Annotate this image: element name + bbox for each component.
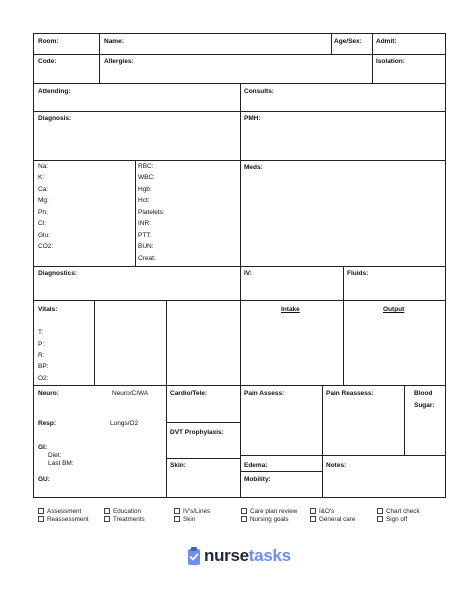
checkbox-ivs-lines[interactable] bbox=[174, 508, 180, 514]
divider bbox=[166, 458, 240, 459]
gu-label: GU: bbox=[38, 476, 50, 483]
room-label: Room: bbox=[38, 38, 59, 45]
vital-t: T: bbox=[38, 329, 44, 336]
admit-label: Admit: bbox=[376, 38, 397, 45]
isolation-label: Isolation: bbox=[376, 58, 405, 65]
divider bbox=[240, 455, 445, 456]
divider bbox=[94, 300, 95, 385]
lab-ptt: PTT: bbox=[138, 232, 152, 239]
vital-r: R: bbox=[38, 352, 45, 359]
checklist-label: I&O's bbox=[319, 508, 335, 515]
checkbox-sign-off[interactable] bbox=[377, 516, 383, 522]
divider bbox=[322, 385, 323, 498]
code-label: Code: bbox=[38, 58, 57, 65]
lab-hgb: Hgb: bbox=[138, 186, 152, 193]
checklist-label: General care bbox=[319, 516, 356, 523]
checkbox-chart-check[interactable] bbox=[377, 508, 383, 514]
output-label: Output bbox=[383, 306, 405, 313]
resp-label: Resp: bbox=[38, 420, 57, 427]
logo-wordmark bbox=[204, 546, 291, 566]
checkbox-education[interactable] bbox=[104, 508, 110, 514]
name-label: Name: bbox=[104, 38, 124, 45]
mobility-label: Mobility: bbox=[244, 476, 271, 483]
blood-label: Blood bbox=[414, 390, 433, 397]
divider bbox=[135, 160, 136, 266]
divider bbox=[166, 300, 167, 498]
lab-creat: Creat: bbox=[138, 255, 156, 262]
vital-o2: O2: bbox=[38, 375, 49, 382]
divider bbox=[404, 385, 405, 455]
checkbox-care-plan-review[interactable] bbox=[241, 508, 247, 514]
gi-label: GI: bbox=[38, 444, 48, 451]
diet-label: Diet: bbox=[48, 452, 62, 459]
divider bbox=[372, 34, 373, 83]
lungs-o2-label: Lungs/O2 bbox=[110, 420, 139, 427]
lab-inr: INR: bbox=[138, 220, 151, 227]
diagnostics-label: Diagnostics: bbox=[38, 270, 78, 277]
nursetasks-logo bbox=[187, 545, 291, 569]
checkbox-ios[interactable] bbox=[310, 508, 316, 514]
divider bbox=[343, 266, 344, 385]
divider bbox=[99, 54, 100, 83]
lab-ph: Ph: bbox=[38, 209, 48, 216]
checkbox-general-care[interactable] bbox=[310, 516, 316, 522]
vital-p: P: bbox=[38, 341, 45, 348]
checklist-label: Chart check bbox=[386, 508, 420, 515]
neuro-label: Neuro: bbox=[38, 390, 59, 397]
clipboard-check-icon bbox=[187, 546, 201, 566]
dvt-prophylaxis-label: DVT Prophylaxis: bbox=[170, 429, 224, 436]
divider bbox=[34, 54, 445, 55]
last-bm-label: Last BM: bbox=[48, 460, 74, 467]
lab-na: Na: bbox=[38, 163, 49, 170]
logo-text-tasks: tasks bbox=[248, 546, 291, 565]
checkbox-reassessment[interactable] bbox=[38, 516, 44, 522]
checkbox-nursing-goals[interactable] bbox=[241, 516, 247, 522]
logo-text-nurse: nurse bbox=[204, 546, 249, 565]
pain-assess-label: Pain Assess: bbox=[244, 390, 285, 397]
notes-label: Notes: bbox=[326, 462, 347, 469]
iv-label: IV: bbox=[244, 270, 252, 277]
lab-platelets: Platelets: bbox=[138, 209, 165, 216]
fluids-label: Fluids: bbox=[347, 270, 369, 277]
lab-co2: CO2: bbox=[38, 243, 54, 250]
lab-rbc: RBC: bbox=[138, 163, 154, 170]
vitals-label: Vitals: bbox=[38, 306, 58, 313]
divider bbox=[331, 34, 332, 54]
report-sheet bbox=[33, 33, 446, 498]
checkbox-assessment[interactable] bbox=[38, 508, 44, 514]
lab-cl: Cl: bbox=[38, 220, 46, 227]
divider bbox=[99, 34, 100, 54]
checklist-label: Skin bbox=[183, 516, 196, 523]
checklist-label: Assessment bbox=[47, 508, 82, 515]
pmh-label: PMH: bbox=[244, 115, 261, 122]
checkbox-treatments[interactable] bbox=[104, 516, 110, 522]
checklist-label: Treatments bbox=[113, 516, 145, 523]
allergies-label: Allergies: bbox=[104, 58, 134, 65]
checkbox-skin[interactable] bbox=[174, 516, 180, 522]
diagnosis-label: Diagnosis: bbox=[38, 115, 72, 122]
consults-label: Consults: bbox=[244, 88, 274, 95]
age-sex-label: Age/Sex: bbox=[334, 38, 362, 45]
lab-wbc: WBC: bbox=[138, 174, 155, 181]
sugar-label: Sugar: bbox=[414, 402, 435, 409]
cardio-tele-label: Cardio/Tele: bbox=[170, 390, 208, 397]
checklist-label: Care plan review bbox=[250, 508, 298, 515]
divider bbox=[240, 471, 322, 472]
lab-mg: Mg: bbox=[38, 197, 49, 204]
lab-ca: Ca: bbox=[38, 186, 49, 193]
vital-bp: BP: bbox=[38, 363, 49, 370]
checklist-label: Sign off bbox=[386, 516, 408, 523]
lab-bun: BUN: bbox=[138, 243, 154, 250]
neuro-ciwa-label: Neuro/CIWA bbox=[112, 390, 149, 397]
intake-label: Intake bbox=[281, 306, 300, 313]
lab-hct: Hct: bbox=[138, 197, 150, 204]
lab-k: K: bbox=[38, 174, 45, 181]
edema-label: Edema: bbox=[244, 462, 268, 469]
checklist-label: Nursing goals bbox=[250, 516, 289, 523]
attending-label: Attending: bbox=[38, 88, 71, 95]
checklist-label: Reassessment bbox=[47, 516, 89, 523]
pain-reassess-label: Pain Reassess: bbox=[326, 390, 374, 397]
divider bbox=[240, 83, 241, 266]
checklist-label: IV's/Lines bbox=[183, 508, 211, 515]
divider bbox=[240, 266, 241, 498]
divider bbox=[166, 422, 240, 423]
skin-label: Skin: bbox=[170, 462, 186, 469]
lab-glu: Glu: bbox=[38, 232, 50, 239]
checklist-label: Education bbox=[113, 508, 142, 515]
meds-label: Meds: bbox=[244, 164, 263, 171]
